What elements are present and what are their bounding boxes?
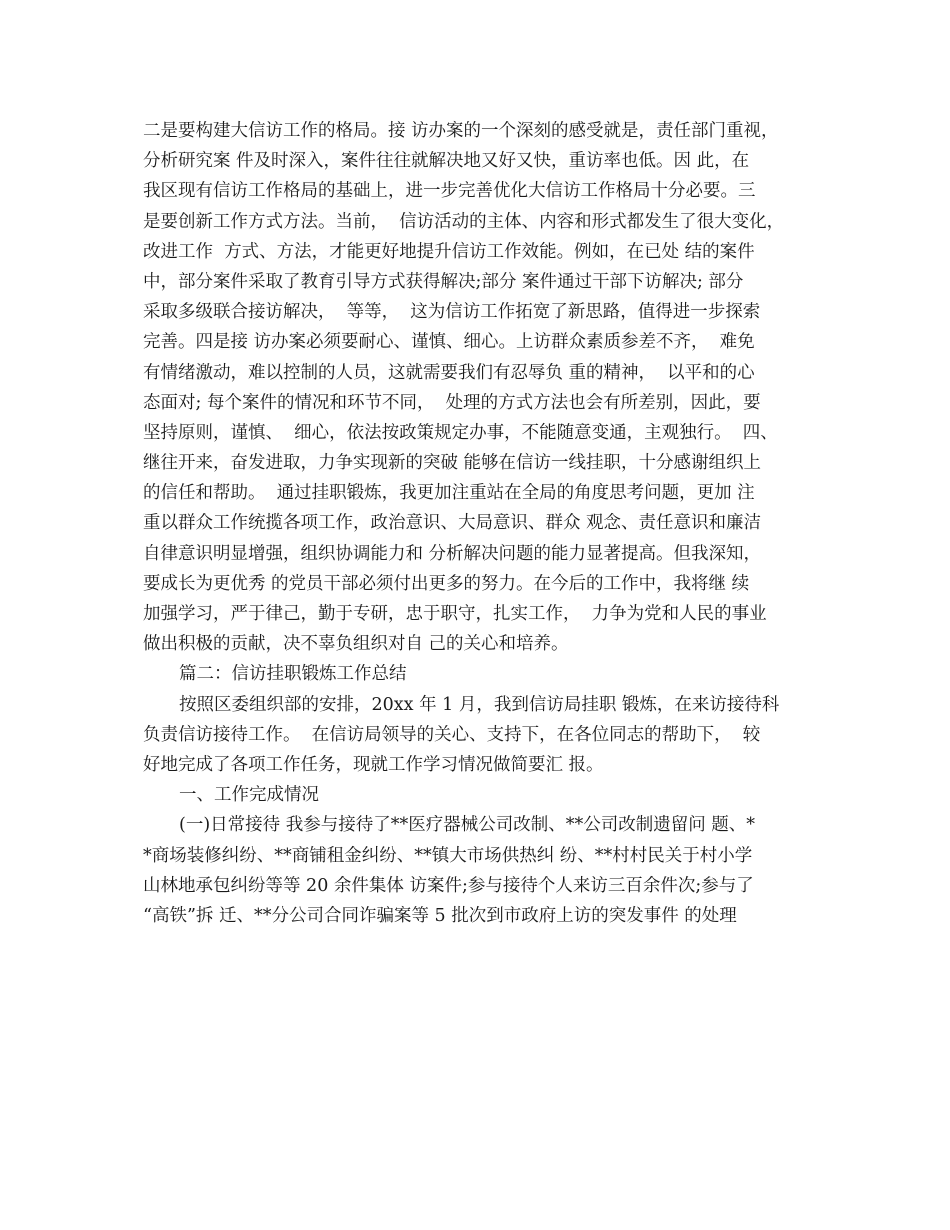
text-line: 二是要构建大信访工作的格局。接 访办案的一个深刻的感受就是，责任部门重视， [143,121,779,141]
text-line: 坚持原则，谨慎、 细心，依法按政策规定办事，不能随意变通，主观独行。 四、 [143,422,778,443]
text-line: 继往开来，奋发进取，力争实现新的突破 能够在信访一线挂职，十分感谢组织上 [143,453,762,474]
text-line: 好地完成了各项工作任务，现就工作学习情况做简要汇 报。 [143,754,604,775]
text-line: *商场装修纠纷、**商铺租金纠纷、**镇大市场供热纠 纷、**村村民关于村小学 [143,845,753,866]
text-line: 采取多级联合接访解决， 等等， 这为信访工作拓宽了新思路，值得进一步探索 [143,302,761,323]
text-line: 态面对; 每个案件的情况和环节不同， 处理的方式方法也会有所差别，因此，要 [143,392,761,413]
text-line: 有情绪激动，难以控制的人员，这就需要我们有忍辱负 重的精神， 以平和的心 [143,362,755,383]
text-line: 我区现有信访工作格局的基础上，进一步完善优化大信访工作格局十分必要。三 [143,181,756,202]
text-line: 一、工作完成情况 [179,785,319,806]
text-line: “高铁”拆 迁、**分公司合同诈骗案等 5 批次到市政府上访的突发事件 的处理 [143,905,737,926]
text-line: 是要创新工作方式方法。当前， 信访活动的主体、内容和形式都发生了很大变化， [143,211,785,232]
text-line: 中，部分案件采取了教育引导方式获得解决;部分 案件通过干部下访解决; 部分 [143,271,744,292]
text-line: 山林地承包纠纷等等 20 余件集体 访案件;参与接待个人来访三百余件次;参与了 [143,875,754,896]
text-line: 改进工作 方式、方法，才能更好地提升信访工作效能。例如，在已处 结的案件 [143,241,755,262]
text-line: 的信任和帮助。 通过挂职锻炼，我更加注重站在全局的角度思考问题，更加 注 [143,483,755,504]
text-line: 负责信访接待工作。 在信访局领导的关心、支持下，在各位同志的帮助下， 较 [143,724,761,745]
text-line: 加强学习，严于律己，勤于专研，忠于职守，扎实工作， 力争为党和人民的事业 [143,604,767,624]
text-line: (一)日常接待 我参与接待了**医疗器械公司改制、**公司改制遗留问 题、* [179,815,756,836]
text-line: 完善。四是接 访办案必须要耐心、谨慎、细心。上访群众素质参差不齐， 难免 [143,332,755,353]
text-line: 自律意识明显增强，组织协调能力和 分析解决问题的能力显著提高。但我深知， [143,543,762,564]
text-line: 篇二：信访挂职锻炼工作总结 [179,664,407,685]
text-line: 按照区委组织部的安排，20xx 年 1 月，我到信访局挂职 锻炼，在来访接待科 [179,694,780,715]
document-body [143,116,823,931]
text-line: 分析研究案 件及时深入，案件往往就解决地又好又快，重访率也低。因 此，在 [143,151,750,172]
text-line: 要成长为更优秀 的党员干部必须付出更多的努力。在今后的工作中，我将继 续 [143,573,750,594]
text-line: 做出积极的贡献，决不辜负组织对自 己的关心和培养。 [143,634,569,655]
text-line: 重以群众工作统揽各项工作，政治意识、大局意识、群众 观念、责任意识和廉洁 [143,513,762,534]
